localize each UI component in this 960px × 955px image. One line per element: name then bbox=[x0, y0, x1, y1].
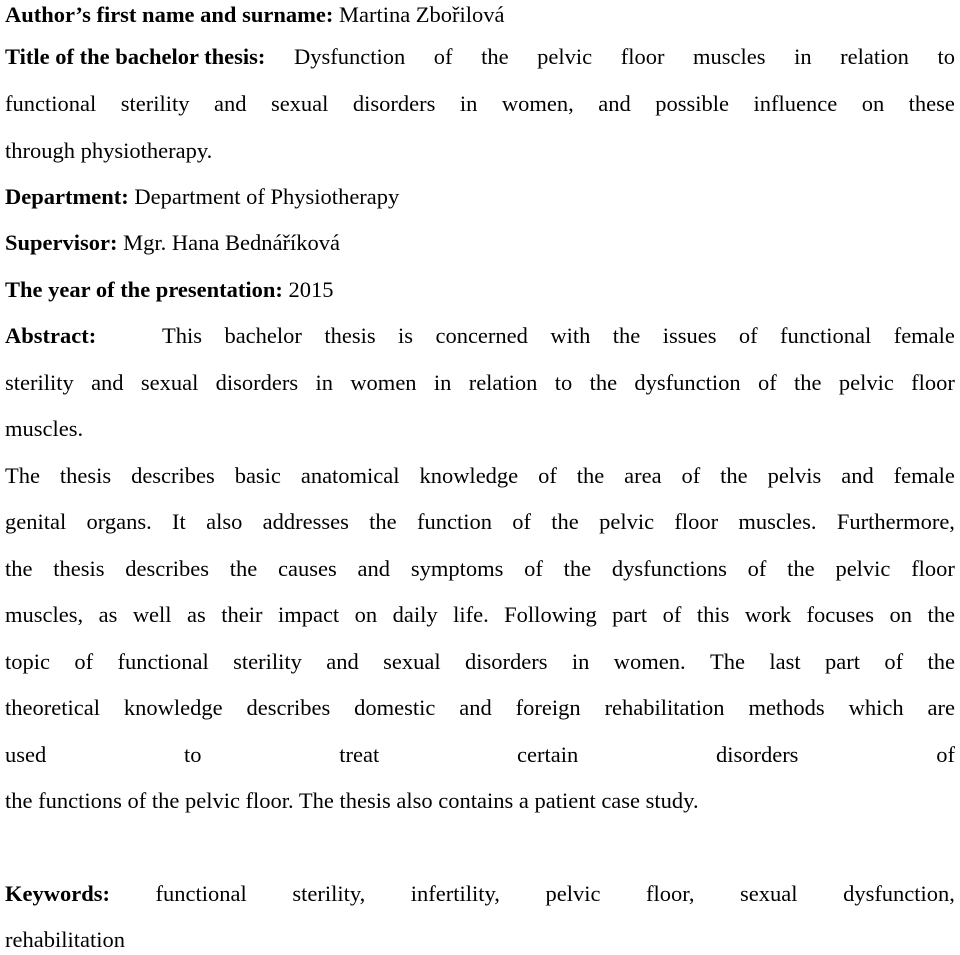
word: dysfunctions bbox=[611, 556, 727, 581]
word: thesis bbox=[53, 556, 105, 581]
word: of bbox=[747, 556, 767, 581]
word: female bbox=[893, 463, 955, 488]
word: describes bbox=[125, 556, 210, 581]
word: on bbox=[354, 602, 378, 627]
supervisor-line bbox=[5, 228, 955, 258]
word: muscles, bbox=[5, 602, 84, 627]
word: and bbox=[357, 556, 391, 581]
word: organs. bbox=[86, 509, 152, 534]
word: impact bbox=[277, 602, 340, 627]
word: sexual bbox=[383, 649, 441, 674]
word: in bbox=[315, 370, 333, 395]
abstract-p2-line-3 bbox=[5, 554, 955, 584]
word: of bbox=[524, 556, 543, 581]
word: the bbox=[229, 556, 258, 581]
supervisor-label: Supervisor: bbox=[5, 230, 118, 255]
word: addresses bbox=[262, 509, 349, 534]
word: The bbox=[709, 649, 745, 674]
word: to bbox=[937, 44, 955, 69]
word: their bbox=[221, 602, 263, 627]
word: of bbox=[681, 463, 701, 488]
department-label: Department: bbox=[5, 184, 129, 209]
keywords-line-1 bbox=[5, 879, 955, 909]
keyword: floor, bbox=[646, 881, 695, 906]
word: bachelor bbox=[224, 323, 302, 348]
word: women bbox=[350, 370, 417, 395]
word: of bbox=[757, 370, 777, 395]
abstract-p2-line-4 bbox=[5, 600, 955, 630]
word: disorders bbox=[715, 742, 799, 767]
abstract-line-3: muscles. bbox=[5, 416, 84, 441]
word: disorders bbox=[215, 370, 299, 395]
word: This bbox=[162, 323, 203, 348]
word: in bbox=[571, 649, 590, 674]
word: influence bbox=[753, 91, 838, 116]
word: knowledge bbox=[123, 695, 223, 720]
word: anatomical bbox=[300, 463, 400, 488]
word: daily bbox=[392, 602, 438, 627]
word: are bbox=[927, 695, 955, 720]
word: floor bbox=[674, 509, 719, 534]
word: of bbox=[884, 649, 904, 674]
keyword: infertility, bbox=[410, 881, 500, 906]
word: sterility bbox=[120, 91, 190, 116]
word: focuses bbox=[806, 602, 875, 627]
word: area bbox=[624, 463, 662, 488]
year-line bbox=[5, 275, 955, 305]
word: thesis bbox=[59, 463, 112, 488]
word: functional bbox=[5, 91, 97, 116]
word: the bbox=[576, 463, 605, 488]
author-line bbox=[5, 0, 955, 30]
word: possible bbox=[655, 91, 729, 116]
word: relation bbox=[468, 370, 538, 395]
word: sexual bbox=[140, 370, 199, 395]
word: to bbox=[554, 370, 573, 395]
keyword: dysfunction, bbox=[843, 881, 955, 906]
abstract-line-1-text bbox=[162, 321, 955, 351]
word: and bbox=[598, 91, 631, 116]
word: pelvic bbox=[835, 556, 891, 581]
word: dysfunction bbox=[634, 370, 741, 395]
word: well bbox=[132, 602, 172, 627]
keyword: functional bbox=[155, 881, 247, 906]
word: concerned bbox=[435, 323, 528, 348]
word: with bbox=[550, 323, 591, 348]
word: the bbox=[612, 323, 641, 348]
word: treat bbox=[339, 742, 380, 767]
word: women, bbox=[501, 91, 574, 116]
author-label: Author’s first name and surname: bbox=[5, 2, 334, 27]
word: the bbox=[787, 556, 815, 581]
word: functional bbox=[117, 649, 209, 674]
word: part bbox=[612, 602, 648, 627]
word: of bbox=[738, 323, 758, 348]
word: sterility bbox=[233, 649, 302, 674]
word: Furthermore, bbox=[836, 509, 955, 534]
word: women. bbox=[613, 649, 686, 674]
word: as bbox=[187, 602, 206, 627]
author-value: Martina Zbořilová bbox=[333, 2, 505, 27]
abstract-p2-line-7 bbox=[5, 740, 955, 770]
word: also bbox=[206, 509, 243, 534]
word: this bbox=[696, 602, 730, 627]
word: issues bbox=[662, 323, 717, 348]
word: floor bbox=[620, 44, 665, 69]
word: It bbox=[172, 509, 186, 534]
word: the bbox=[563, 556, 592, 581]
word: function bbox=[416, 509, 492, 534]
word: life. bbox=[453, 602, 489, 627]
word: relation bbox=[840, 44, 909, 69]
word: symptoms bbox=[410, 556, 504, 581]
word: genital bbox=[5, 509, 67, 534]
word: methods bbox=[748, 695, 825, 720]
word: floor bbox=[911, 556, 955, 581]
abstract-p2-line-1 bbox=[5, 461, 955, 491]
word: which bbox=[848, 695, 904, 720]
word: and bbox=[459, 695, 492, 720]
word: sterility bbox=[5, 370, 74, 395]
word: foreign bbox=[515, 695, 581, 720]
word: theoretical bbox=[5, 695, 100, 720]
thesis-title-line-3: through physiotherapy. bbox=[5, 138, 213, 163]
word: pelvis bbox=[767, 463, 822, 488]
word: the bbox=[720, 463, 748, 488]
word: floor bbox=[911, 370, 955, 395]
year-label: The year of the presentation: bbox=[5, 277, 283, 302]
word: thesis bbox=[324, 323, 376, 348]
word: The bbox=[5, 463, 40, 488]
abstract-p2-line-6 bbox=[5, 693, 955, 723]
word: is bbox=[398, 323, 414, 348]
word: work bbox=[744, 602, 792, 627]
word: domestic bbox=[354, 695, 436, 720]
word: describes bbox=[246, 695, 331, 720]
thesis-title-line-2 bbox=[5, 89, 955, 119]
word: knowledge bbox=[419, 463, 519, 488]
word: pelvic bbox=[599, 509, 655, 534]
word: of bbox=[74, 649, 94, 674]
word: certain bbox=[516, 742, 579, 767]
word: of bbox=[538, 463, 557, 488]
word: muscles bbox=[693, 44, 766, 69]
word: the bbox=[481, 44, 509, 69]
word: and bbox=[213, 91, 247, 116]
word: the bbox=[927, 649, 955, 674]
word: functional bbox=[780, 323, 872, 348]
word: pelvic bbox=[537, 44, 593, 69]
word: and bbox=[841, 463, 874, 488]
department-value: Department of Physiotherapy bbox=[128, 184, 400, 209]
word: used bbox=[5, 742, 47, 767]
keyword: sexual bbox=[740, 881, 798, 906]
department-line bbox=[5, 182, 955, 212]
keywords-label: Keywords: bbox=[5, 881, 110, 906]
abstract-label: Abstract: bbox=[5, 323, 97, 348]
word: in bbox=[459, 91, 478, 116]
word: basic bbox=[234, 463, 281, 488]
word: and bbox=[91, 370, 124, 395]
word: the bbox=[589, 370, 618, 395]
year-value: 2015 bbox=[282, 277, 334, 302]
word: the bbox=[794, 370, 822, 395]
word: Dysfunction bbox=[293, 44, 406, 69]
abstract-p2-line-8: the functions of the pelvic floor. The thesis also contains a patient case study. bbox=[5, 788, 699, 813]
word: in bbox=[794, 44, 812, 69]
word: on bbox=[889, 602, 912, 627]
word: these bbox=[908, 91, 955, 116]
word: muscles. bbox=[738, 509, 817, 534]
word: disorders bbox=[464, 649, 548, 674]
word: as bbox=[98, 602, 118, 627]
keyword: pelvic bbox=[545, 881, 601, 906]
word: the bbox=[927, 602, 955, 627]
word: describes bbox=[131, 463, 215, 488]
thesis-title-line-1 bbox=[5, 42, 955, 72]
word: on bbox=[861, 91, 885, 116]
word: in bbox=[433, 370, 452, 395]
word: female bbox=[893, 323, 955, 348]
word: and bbox=[326, 649, 359, 674]
abstract-line-2 bbox=[5, 368, 955, 398]
keywords-line-2: rehabilitation bbox=[5, 927, 125, 952]
thesis-title-label: Title of the bachelor thesis: bbox=[5, 44, 266, 69]
word: of bbox=[662, 602, 682, 627]
word: disorders bbox=[352, 91, 436, 116]
word: sexual bbox=[270, 91, 329, 116]
word: rehabilitation bbox=[604, 695, 725, 720]
abstract-p2-line-2 bbox=[5, 507, 955, 537]
word: Following bbox=[504, 602, 597, 627]
word: last bbox=[769, 649, 801, 674]
abstract-p2-line-5 bbox=[5, 647, 955, 677]
abstract-line-1 bbox=[5, 321, 955, 351]
word: of bbox=[433, 44, 453, 69]
word: of bbox=[936, 742, 955, 767]
word: part bbox=[824, 649, 860, 674]
word: the bbox=[369, 509, 397, 534]
word: pelvic bbox=[838, 370, 894, 395]
word: the bbox=[5, 556, 33, 581]
word: the bbox=[551, 509, 579, 534]
word: causes bbox=[278, 556, 337, 581]
word: of bbox=[512, 509, 531, 534]
word: topic bbox=[5, 649, 50, 674]
keyword: sterility, bbox=[292, 881, 366, 906]
supervisor-value: Mgr. Hana Bednáříková bbox=[117, 230, 340, 255]
word: to bbox=[184, 742, 202, 767]
